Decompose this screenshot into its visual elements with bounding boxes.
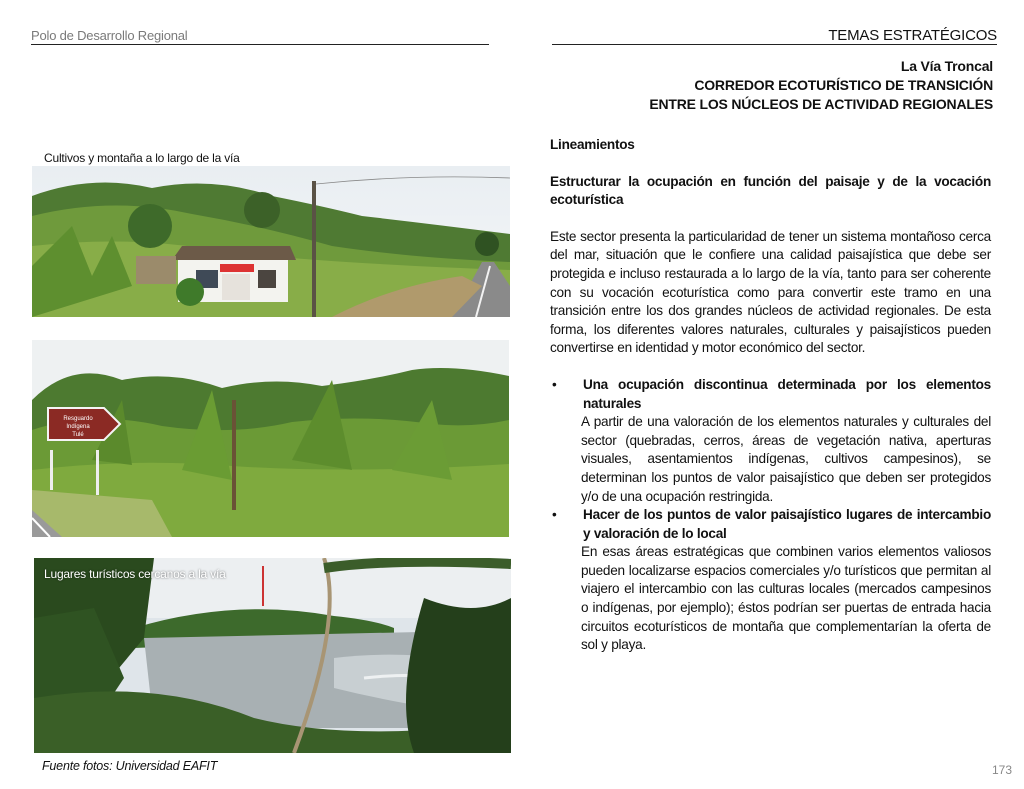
- section-title-line1: La Vía Troncal: [900, 58, 993, 74]
- header-rule-left: [31, 44, 489, 45]
- photo-tourist-places: [34, 558, 511, 753]
- photo-indigenous-settlement: [32, 340, 509, 537]
- photo-source: Fuente fotos: Universidad EAFIT: [42, 759, 218, 773]
- list-item: [550, 376, 991, 506]
- list-item-text: En esas áreas estratégicas que combinen varios elementos valiosos pueden localizarse espacios comerciales y/o turísticos que permitan al viajero el intercambio con las culturas locales (mercados campesinos o indígenas, por ejemplo); éstos podrían ser puertas de entrada hacia circuitos ecoturísticos de montaña que complementarían la oferta de sol y playa.: [581, 544, 991, 653]
- photo-crops-mountain: [32, 166, 510, 317]
- section-title-line3: ENTRE LOS NÚCLEOS DE ACTIVIDAD REGIONALES: [649, 96, 993, 112]
- section-title-line2: CORREDOR ECOTURÍSTICO DE TRANSICIÓN: [694, 77, 993, 93]
- list-item-text: A partir de una valoración de los elementos naturales y culturales del sector (quebradas, cerros, áreas de vegetación nativa, aperturas visuales, asentamientos indígenas, cultivos campesinos), se determinan los puntos de valor paisajístico que deben ser protegidos y/o de una ocupación restringida.: [581, 414, 991, 504]
- list-item: [550, 506, 991, 655]
- section-subheading: Estructurar la ocupación en función del paisaje y de la vocación ecoturística: [550, 173, 991, 208]
- page-number: 173: [991, 763, 1012, 777]
- section-title: [649, 57, 993, 114]
- running-header-right: TEMAS ESTRATÉGICOS: [828, 27, 997, 44]
- guidelines-list: [550, 376, 991, 655]
- photo-caption-3: Lugares turísticos cercanos a la vía: [44, 567, 226, 581]
- running-header-left: Polo de Desarrollo Regional: [31, 28, 188, 43]
- bullet-marker: •: [552, 507, 557, 523]
- section-heading: Lineamientos: [550, 137, 635, 152]
- intro-paragraph: Este sector presenta la particularidad de tener un sistema montañoso cerca del mar, situación que le confiere una calidad paisajística que debe ser protegida e incluso restaurada a lo largo de la vía, tanto para ser coherente con su vocación ecoturística como para convertir este tramo en una transición entre los dos grandes núcleos de actividad regionales. De esta forma, los diferentes valores naturales, culturales y paisajísticos pueden convertirse en identidad y motor económico del sector.: [550, 228, 991, 356]
- list-item-title: Hacer de los puntos de valor paisajístico lugares de intercambio y valoración de lo local: [583, 507, 991, 541]
- bullet-marker: •: [552, 376, 557, 392]
- svg-text:Tulé: Tulé: [72, 432, 84, 438]
- main-text-column: [550, 136, 991, 655]
- header-rule-right: [552, 44, 997, 45]
- photo-caption-1: Cultivos y montaña a lo largo de la vía: [44, 151, 240, 165]
- sign-text: Resguardo: [63, 416, 93, 422]
- list-item-title: Una ocupación discontinua determinada por los elementos naturales: [583, 376, 991, 411]
- svg-text:Indígena: Indígena: [66, 424, 90, 430]
